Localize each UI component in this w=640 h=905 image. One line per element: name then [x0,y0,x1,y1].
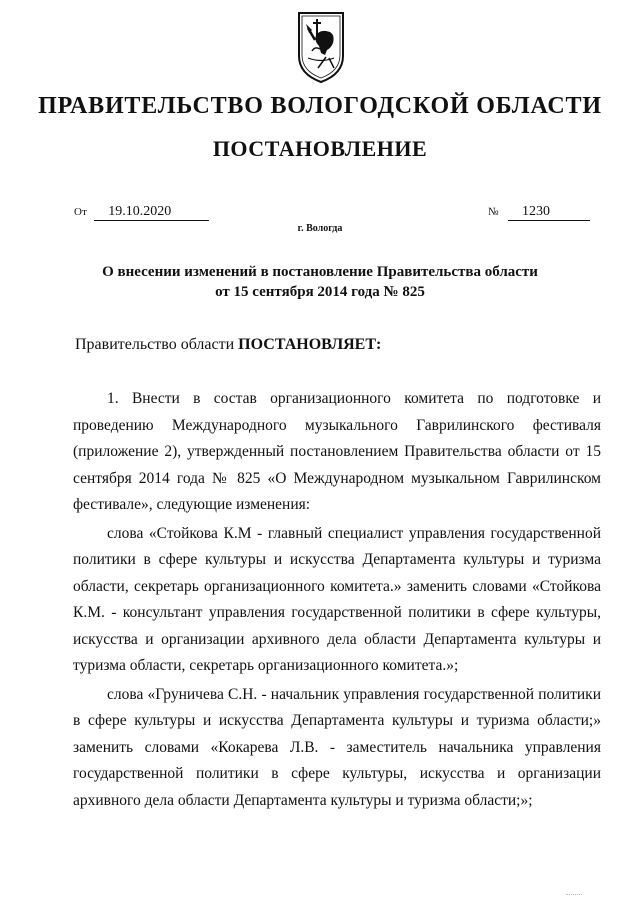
body-paragraph: слова «Стойкова К.М - главный специалист управления государственной политики в сфере культуры и искусства Департамента культуры и туризма области, секретарь организационного комитета.» заменить словами «Стойкова К.М. - консультант управления государственной политики в сфере культуры, искусства и организации архивного дела области Департамента культуры и туризма области, секретарь организационного комитета.»; [73,524,601,674]
scan-mark [566,894,582,897]
resolution-lead: Правительство области [75,336,235,353]
document-number: 1230 [508,204,590,221]
subject-line-2: от 15 сентября 2014 года № 825 [215,284,425,300]
government-name: ПРАВИТЕЛЬСТВО ВОЛОГОДСКОЙ ОБЛАСТИ [38,93,602,119]
coat-of-arms-icon [296,10,346,84]
document-body [73,386,601,814]
body-paragraph: 1. Внести в состав организационного комитета по подготовке и проведению Международного музыкального Гаврилинского фестиваля (приложение 2), утвержденный постановлением Правительства области от 15 сентября 2014 года № 825 «О Международном музыкальном Гаврилинском фестивале», следующие изменения: [73,390,601,513]
resolution-statement [75,336,381,354]
document-subject [0,262,640,302]
document-date: 19.10.2020 [94,204,209,221]
document-type: ПОСТАНОВЛЕНИЕ [212,136,428,161]
subject-line-1: О внесении изменений в постановление Правительства области [102,264,538,280]
date-line [74,204,209,221]
date-prefix: От [74,206,87,218]
number-line [488,204,590,221]
number-prefix: № [488,206,499,218]
resolution-verb: ПОСТАНОВЛЯЕТ: [238,336,382,353]
body-paragraph: слова «Груничева С.Н. - начальник управления государственной политики в сфере культуры и искусства Департамента культуры и туризма области;» заменить словами «Кокарева Л.В. - заместитель начальника управления государственной политики в сфере культуры, искусства и организации архивного дела области Департамента культуры и туризма области;»; [73,685,601,809]
city-name: г. Вологда [297,223,343,234]
